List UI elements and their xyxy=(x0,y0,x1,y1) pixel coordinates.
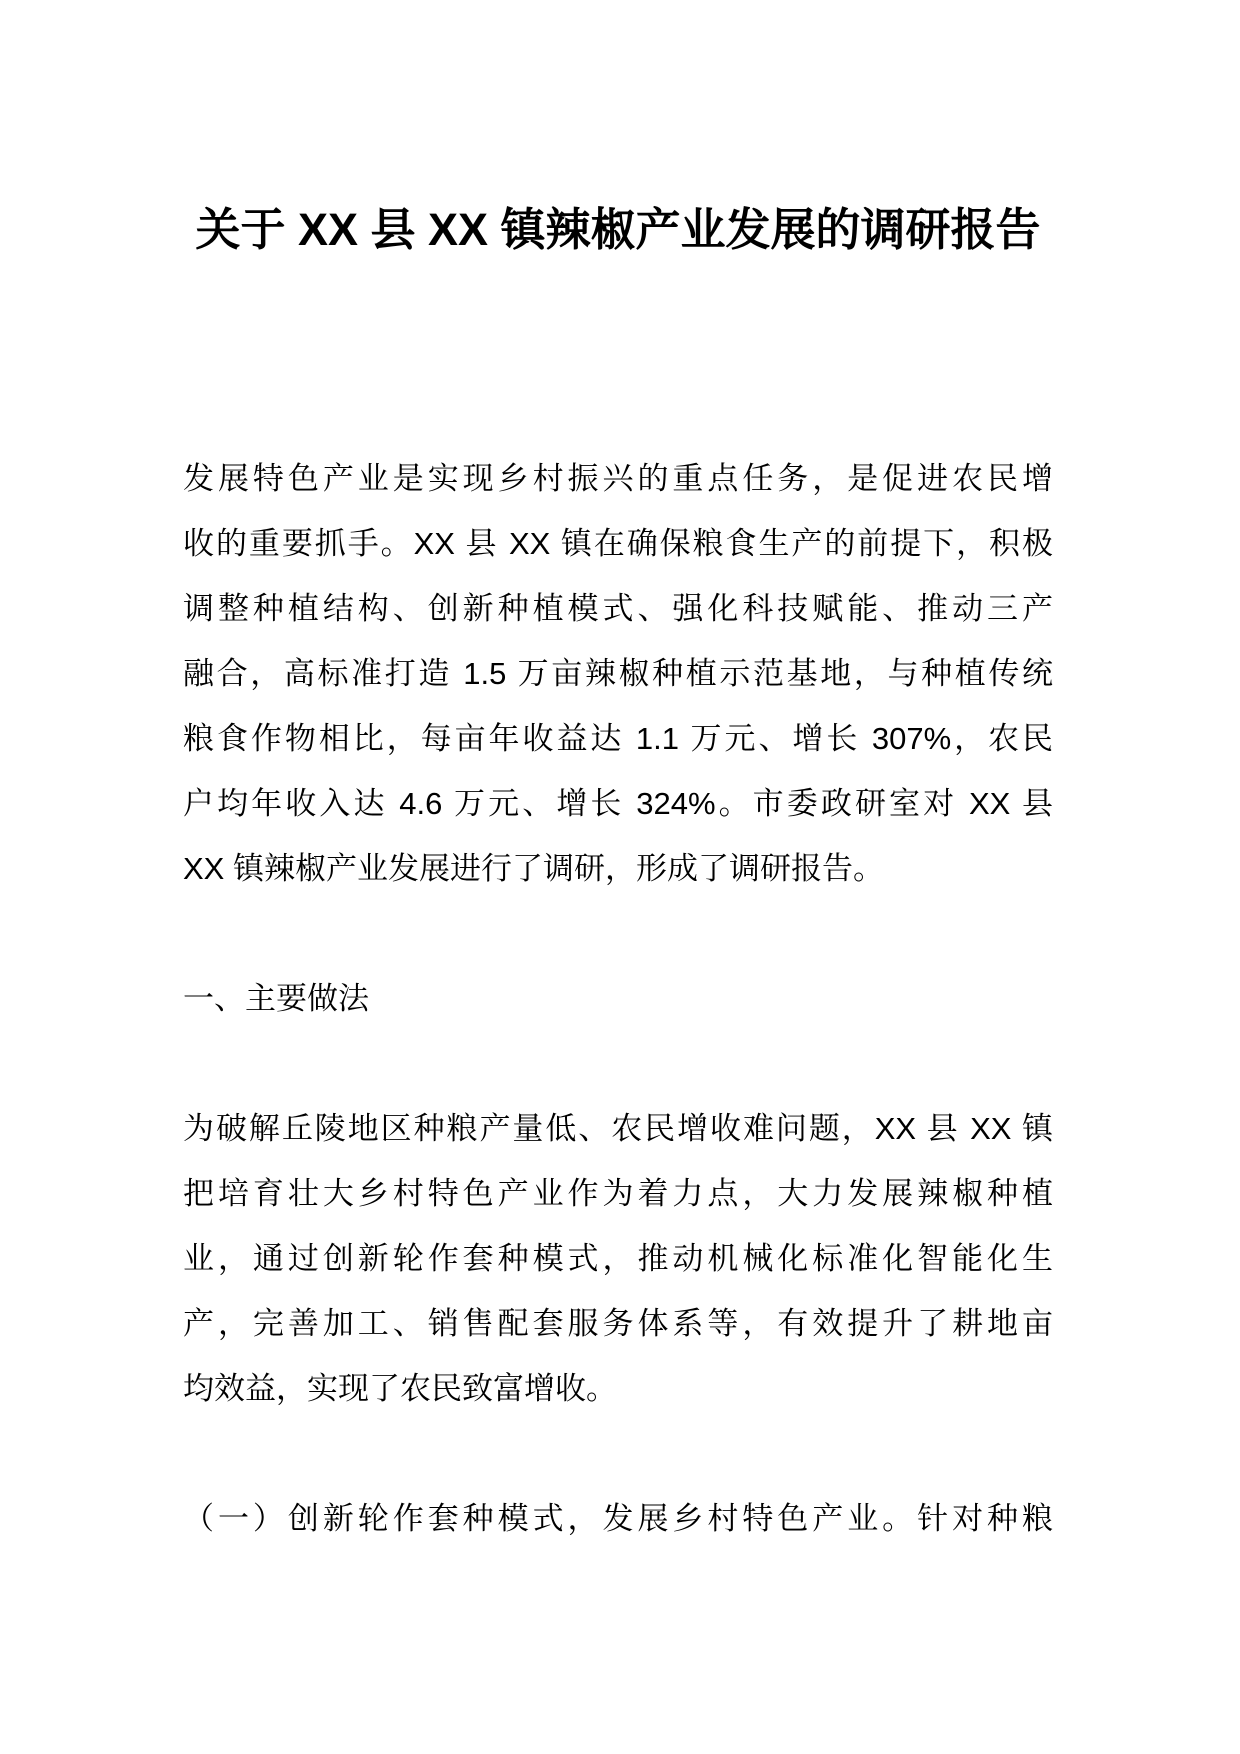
document-title: 关于 XX 县 XX 镇辣椒产业发展的调研报告 xyxy=(195,204,1041,255)
text-line: 产，完善加工、销售配套服务体系等，有效提升了耕地亩 xyxy=(183,1306,1053,1341)
text-line: 为破解丘陵地区种粮产量低、农民增收难问题，XX 县 XX 镇 xyxy=(183,1111,1053,1146)
text-line: 融合，高标准打造 1.5 万亩辣椒种植示范基地，与种植传统 xyxy=(183,656,1053,691)
text-line: 收的重要抓手。XX 县 XX 镇在确保粮食生产的前提下，积极 xyxy=(183,526,1053,561)
section-heading-main-practices xyxy=(183,966,1053,1031)
paragraph-intro xyxy=(183,446,1053,901)
paragraph-subsection-one-start xyxy=(183,1486,1053,1551)
text-line: 户均年收入达 4.6 万元、增长 324%。市委政研室对 XX 县 xyxy=(183,786,1053,821)
text-line: 把培育壮大乡村特色产业作为着力点，大力发展辣椒种植 xyxy=(183,1176,1053,1211)
paragraph-approach-overview xyxy=(183,1096,1053,1421)
text-line: 粮食作物相比，每亩年收益达 1.1 万元、增长 307%，农民 xyxy=(183,721,1053,756)
text-line: 业，通过创新轮作套种模式，推动机械化标准化智能化生 xyxy=(183,1241,1053,1276)
text-line: （一）创新轮作套种模式，发展乡村特色产业。针对种粮 xyxy=(183,1501,1053,1536)
text-line: 发展特色产业是实现乡村振兴的重点任务，是促进农民增 xyxy=(183,461,1053,496)
text-line: 调整种植结构、创新种植模式、强化科技赋能、推动三产 xyxy=(183,591,1053,626)
heading-line: 一、主要做法 xyxy=(183,981,369,1016)
text-line: XX 镇辣椒产业发展进行了调研，形成了调研报告。 xyxy=(183,851,884,886)
document-content xyxy=(183,0,1053,1551)
text-line: 均效益，实现了农民致富增收。 xyxy=(183,1371,617,1406)
